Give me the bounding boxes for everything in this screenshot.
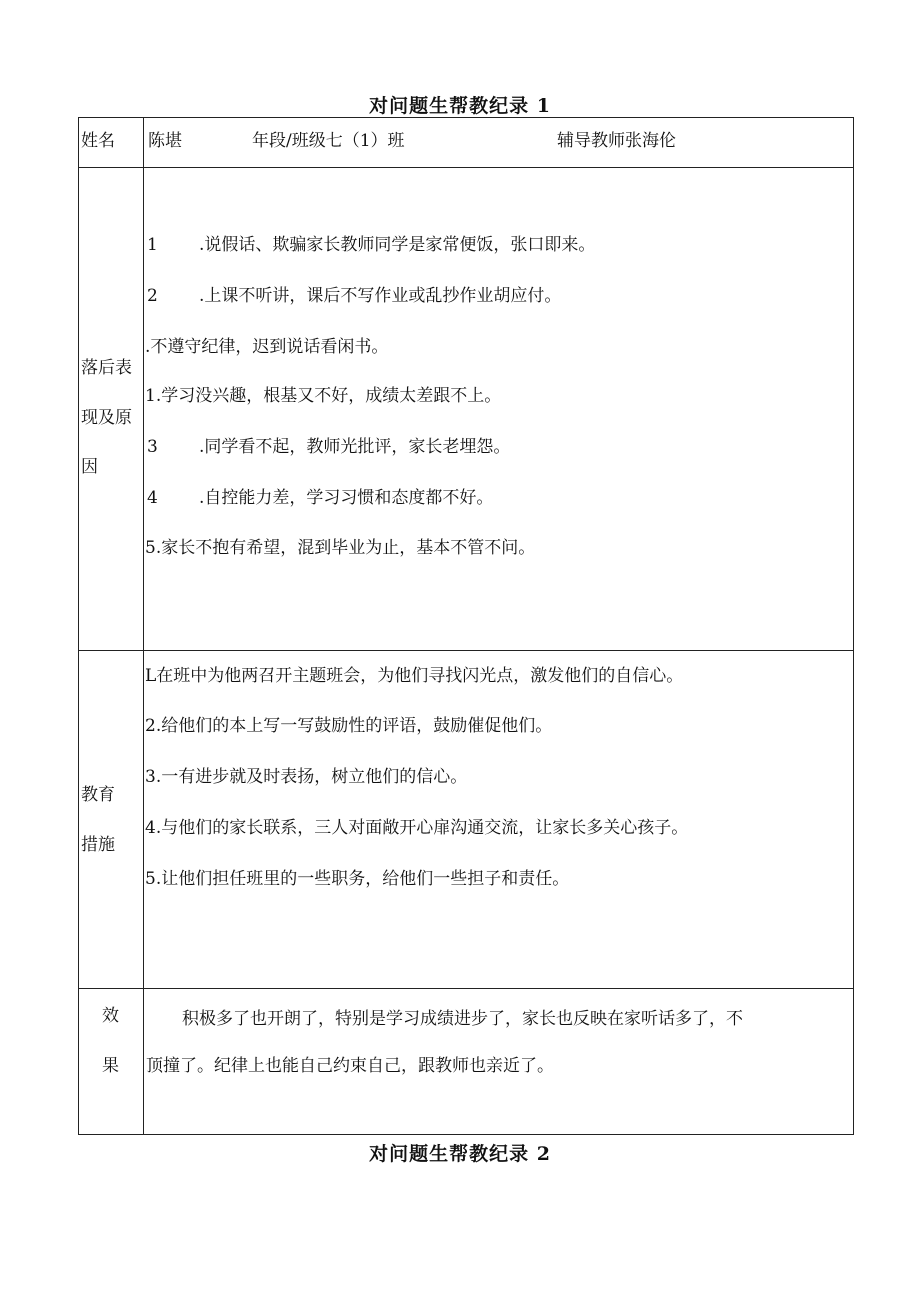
- behavior-label-line-1: 落后表: [81, 358, 132, 378]
- behavior-item-text: .不遵守纪律，迟到说话看闲书。: [145, 337, 389, 357]
- measures-label-line-2: 措施: [81, 835, 115, 855]
- name-label: 姓名: [81, 131, 115, 151]
- record-2-title: 对问题生帮教纪录 2: [369, 1143, 551, 1165]
- measure-item: 4.与他们的家长联系，三人对面敞开心扉沟通交流，让家长多关心孩子。: [145, 818, 689, 838]
- record-1-table: [78, 117, 854, 1135]
- measures-label-line-1: 教育: [81, 785, 115, 805]
- measure-item: L在班中为他两召开主题班会，为他们寻找闪光点，激发他们的自信心。: [145, 666, 684, 686]
- measure-item: 5.让他们担任班里的一些职务，给他们一些担子和责任。: [145, 869, 570, 889]
- behavior-item-text: .同学看不起，教师光批评，家长老埋怨。: [199, 437, 511, 457]
- behavior-item: [145, 540, 535, 557]
- behavior-item-text: .说假话、欺骗家长教师同学是家常便饭，张口即来。: [199, 235, 596, 255]
- behavior-item-text: .上课不听讲，课后不写作业或乱抄作业胡应付。: [199, 286, 562, 306]
- row-divider-header: [78, 167, 854, 168]
- behavior-item-number: 1: [147, 235, 158, 255]
- behavior-item: [145, 339, 388, 356]
- behavior-item-text: 5.家长不抱有希望，混到毕业为止，基本不管不问。: [145, 538, 536, 558]
- record-1-title: 对问题生帮教纪录 1: [369, 95, 551, 117]
- row-divider-measures: [78, 988, 854, 989]
- class-info: 年段/班级七（1）班: [252, 131, 405, 151]
- measure-item: 2.给他们的本上写一写鼓励性的评语，鼓励催促他们。: [145, 716, 553, 736]
- behavior-label-line-2: 现及原: [81, 408, 132, 428]
- behavior-item: [147, 490, 493, 507]
- row-divider-behavior: [78, 650, 854, 651]
- student-name: 陈堪: [148, 131, 182, 151]
- behavior-label-line-3: 因: [81, 457, 98, 477]
- tutor-info: 辅导教师张海伦: [557, 131, 676, 151]
- behavior-item: [147, 439, 510, 456]
- effect-label-line-2: 果: [102, 1056, 119, 1076]
- effect-text-line-2: 顶撞了。纪律上也能自己约束自己，跟教师也亲近了。: [146, 1056, 554, 1076]
- measure-item: 3.一有进步就及时表扬，树立他们的信心。: [145, 767, 468, 787]
- behavior-item-number: 4: [147, 488, 158, 508]
- behavior-item: [147, 237, 595, 254]
- label-column-divider: [143, 117, 144, 1135]
- behavior-item-number: 3: [147, 437, 158, 457]
- behavior-item-text: .自控能力差，学习习惯和态度都不好。: [199, 488, 494, 508]
- behavior-item: [147, 288, 561, 305]
- behavior-item-number: 2: [147, 286, 158, 306]
- behavior-item: [145, 388, 501, 405]
- effect-text-line-1: 积极多了也开朗了，特别是学习成绩进步了，家长也反映在家听话多了，不: [182, 1009, 743, 1029]
- behavior-item-text: 1.学习没兴趣，根基又不好，成绩太差跟不上。: [145, 386, 502, 406]
- effect-label-line-1: 效: [102, 1006, 119, 1026]
